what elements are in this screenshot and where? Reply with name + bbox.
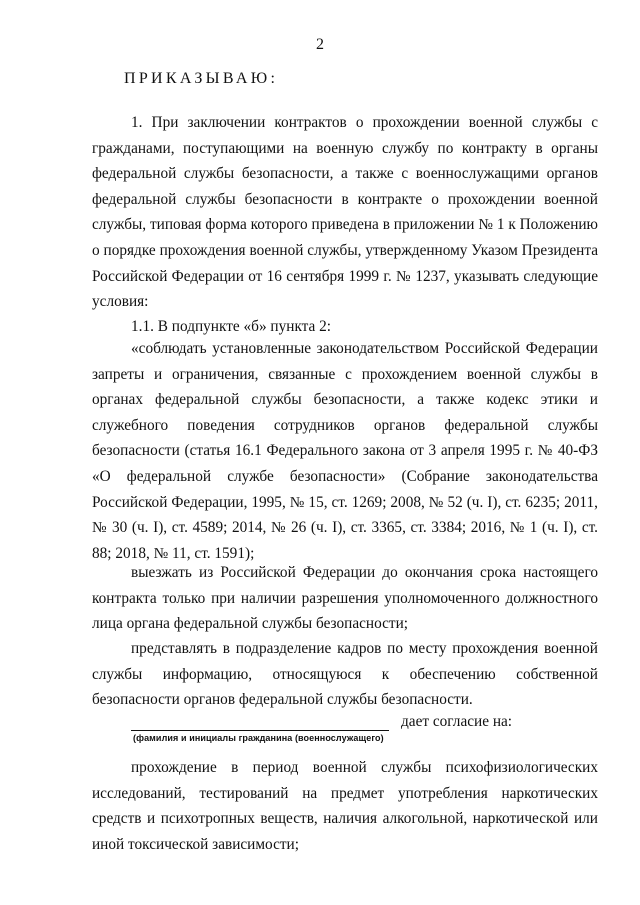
consent-text: дает согласие на: xyxy=(401,713,513,730)
paragraph-quote-restrictions: «соблюдать установленные законодательством Российской Федерации запреты и ограничения, связанные с прохождением военной службы в органах федеральной службы безопасности, а также кодекс этики и служебного поведения сотрудников органов федеральной службы безопасности (статья 16.1 Федерального закона от 3 апреля 1995 г. № 40-ФЗ «О федеральной службе безопасности» (Собрание законодательства Российской Федерации, 1995, № 15, ст. 1269; 2008, № 52 (ч. I), ст. 6235; 2011, № 30 (ч. I), ст. 4589; 2014, № 26 (ч. I), ст. 3365, ст. 3384; 2016, № 1 (ч. I), ст. 88; 2018, № 11, ст. 1591); xyxy=(92,340,598,562)
page-number: 2 xyxy=(316,36,324,53)
paragraph-travel: выезжать из Российской Федерации до окончания срока настоящего контракта только при наличии разрешения уполномоченного должностного лица органа федеральной службы безопасности; xyxy=(92,564,598,633)
paragraph-provide-info: представлять в подразделение кадров по месту прохождения военной службы информацию, относящуюся к обеспечению собственной безопасности органов федеральной службы безопасности. xyxy=(92,640,598,709)
name-fill-line xyxy=(131,730,389,731)
order-heading: ПРИКАЗЫВАЮ: xyxy=(124,70,279,87)
paragraph-1-1: 1.1. В подпункте «б» пункта 2: xyxy=(131,318,332,335)
paragraph-1: 1. При заключении контрактов о прохождении военной службы с гражданами, поступающими на военную службу по контракту в органы федеральной службы безопасности, а также с военнослужащими органов федеральной службы безопасности в контракте о прохождении военной службы, типовая форма которого приведена в приложении № 1 к Положению о порядке прохождения военной службы, утвержденному Указом Президента Российской Федерации от 16 сентября 1999 г. № 1237, указывать следующие условия: xyxy=(92,114,598,311)
paragraph-psychophysiological: прохождение в период военной службы психофизиологических исследований, тестирований на предмет употребления наркотических средств и психотропных веществ, наличия алкогольной, наркотической или иной токсической зависимости; xyxy=(92,759,598,853)
fill-line-caption: (фамилия и инициалы гражданина (военнослужащего) xyxy=(133,733,384,743)
